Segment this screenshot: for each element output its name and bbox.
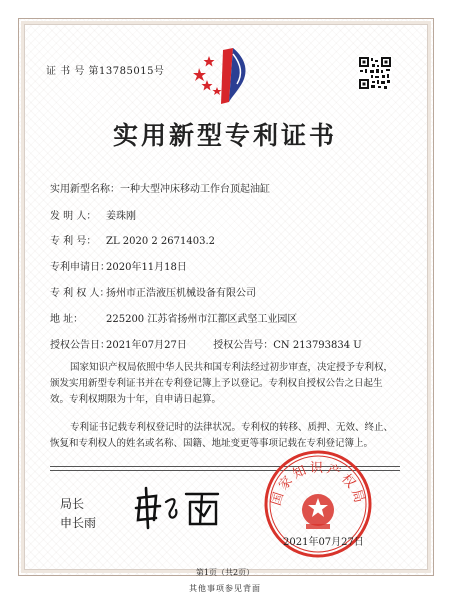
page-title: 实用新型专利证书 bbox=[112, 121, 337, 150]
patent-number-row bbox=[50, 232, 215, 247]
patentee-row bbox=[50, 284, 256, 299]
utility-model-name-row bbox=[50, 180, 270, 195]
cnipa-logo-icon bbox=[193, 44, 259, 108]
handwritten-signature bbox=[132, 484, 222, 532]
filing-date-row bbox=[50, 258, 187, 273]
director-name: 申长雨 bbox=[60, 516, 97, 530]
legal-status-statement: 专利证书记载专利权登记时的法律状况。专利权的转移、质押、无效、终止、恢复和专利权人的姓名或名称、国籍、地址变更等事项记载在专利登记簿上。 bbox=[50, 422, 394, 449]
utility-model-name-value: 一种大型冲床移动工作台顶起油缸 bbox=[120, 184, 270, 195]
grant-date-row bbox=[50, 336, 362, 351]
inventor-value: 姜珠刚 bbox=[106, 211, 136, 222]
patent-number-label: 专 利 号： bbox=[50, 236, 97, 247]
grant-date-label: 授权公告日： bbox=[50, 340, 110, 351]
patent-number-value: ZL 2020 2 2671403.2 bbox=[106, 236, 216, 247]
filing-date-value: 2020年11月18日 bbox=[106, 262, 187, 273]
director-title: 局长 bbox=[60, 497, 85, 511]
patentee-label: 专 利 权 人： bbox=[50, 288, 110, 299]
seal-date: 2021年07月27日 bbox=[283, 537, 364, 548]
utility-model-name-label: 实用新型名称： bbox=[50, 184, 120, 195]
announcement-number-value: CN 213793834 U bbox=[273, 340, 362, 351]
address-row bbox=[50, 310, 297, 325]
address-label: 地 址： bbox=[50, 314, 84, 325]
inventor-label: 发 明 人： bbox=[50, 211, 97, 222]
grant-statement: 国家知识产权局依照中华人民共和国专利法经过初步审查，决定授予专利权，颁发实用新型专利证书并在专利登记簿上予以登记。专利权自授权公告之日起生效。专利权期限为十年，自申请日起算。 bbox=[50, 362, 394, 405]
page-number: 第1页（共2页） bbox=[195, 568, 255, 577]
seal-text: 国家知识产权局 bbox=[268, 461, 368, 508]
qr-code-icon bbox=[358, 56, 392, 90]
certificate-number: 证 书 号 第13785015号 bbox=[46, 66, 165, 77]
inventor-row bbox=[50, 207, 136, 222]
announcement-number-label: 授权公告号： bbox=[213, 340, 274, 351]
footer-note: 其他事项参见背面 bbox=[189, 584, 261, 593]
filing-date-label: 专利申请日： bbox=[50, 262, 110, 273]
patentee-value: 扬州市正浩液压机械设备有限公司 bbox=[106, 288, 256, 299]
grant-date-value: 2021年07月27日 bbox=[106, 340, 187, 351]
address-value: 225200 江苏省扬州市江都区武坚工业园区 bbox=[106, 314, 298, 325]
